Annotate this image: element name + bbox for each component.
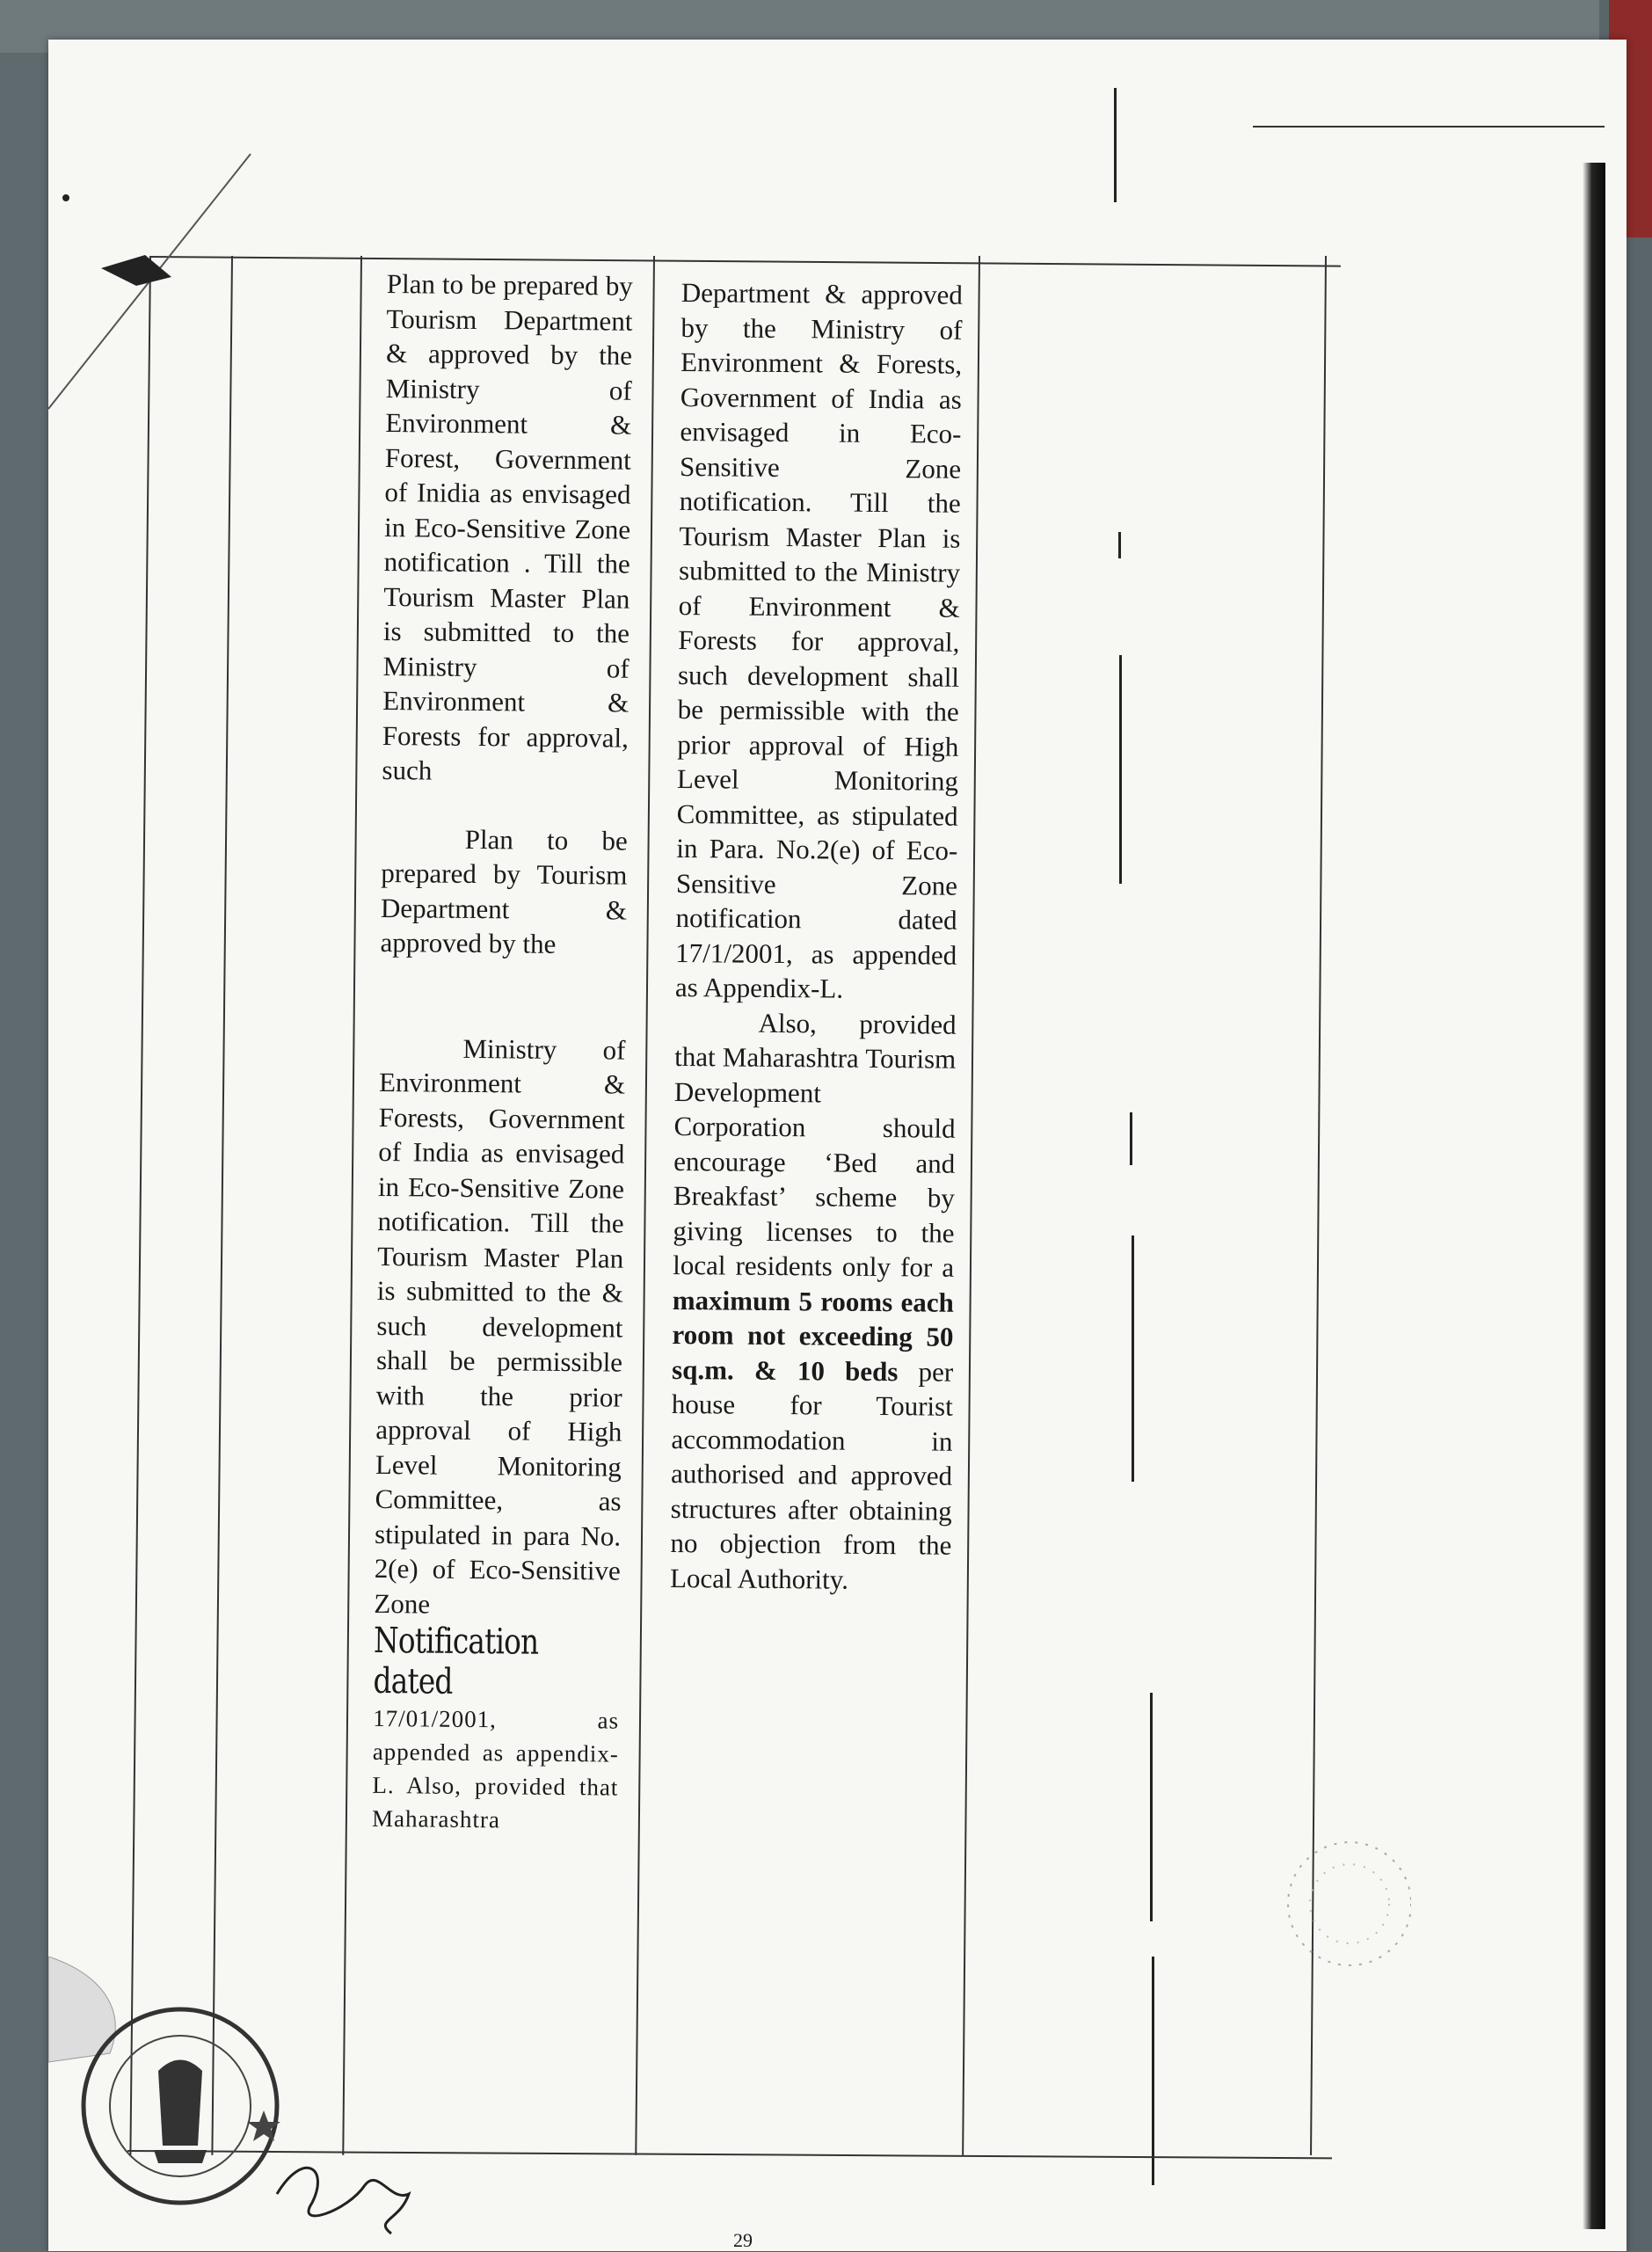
table-column-divider <box>211 256 233 2155</box>
margin-dash-mark <box>1130 1112 1132 1165</box>
document-page <box>48 40 1627 2251</box>
margin-dash-mark <box>1114 88 1117 202</box>
scanner-shadow-edge <box>1583 163 1605 2229</box>
table-column-divider <box>635 256 655 2155</box>
cell-paragraph: Department & approved by the Ministry of Environment & Forests, Government of India as envisaged in Eco-Sensitive Zone notification. Till the Tourism Master Plan is submitted to the Ministry of Environment & Forests for approval, such development shall be permissible with the prior approval of High Level Monitoring Committee, as stipulated in Para. No.2(e) of Eco-Sensitive Zone notification dated 17/1/2001, as appended as Appendix-L. <box>674 276 963 1004</box>
table-top-border <box>149 256 1341 267</box>
official-seal-icon <box>48 1957 303 2220</box>
cell-text: per house for Tourist accommodation in authorised and approved structures after obtaining no objection from the Local Authority. <box>669 1355 954 1595</box>
cell-paragraph-notification: Notification dated <box>373 1620 539 1702</box>
margin-dash-mark <box>1132 1235 1134 1482</box>
margin-dash-mark <box>1119 655 1122 884</box>
margin-dash-mark <box>1152 1957 1154 2185</box>
cell-paragraph: Plan to be prepared by Tourism Department & approved by the Ministry of Environment & Forest, Government of Inidia as envisaged in Eco-Sensitive Zone notification . Till the Tourism Master Plan is submitted to the Ministry of Environment & Forests for approval, such <box>382 267 633 786</box>
staple-mark-icon <box>48 145 277 426</box>
table-border-left <box>129 256 151 2155</box>
cell-paragraph: 17/01/2001, as appended as appendix-L. Also, provided that Maharashtra <box>371 1704 620 1833</box>
top-rule-line <box>1253 126 1605 128</box>
table-column-divider <box>342 256 362 2155</box>
cell-paragraph: Ministry of Environment & Forests, Government of India as envisaged in Eco-Sensitive Zone notification. Till the Tourism Master Plan is submitted to the & such development shall be permissible with the prior approval of High Level Monitoring Committee, as stipulated in para No. 2(e) of Eco-Sensitive Zone <box>374 1032 626 1620</box>
cell-paragraph <box>670 1004 957 1597</box>
stamp-smudge-icon <box>1262 1807 1411 2009</box>
table-cell-left-column <box>372 266 633 1838</box>
table-cell-right-column <box>670 275 963 1598</box>
page-number: 29 <box>733 2229 753 2251</box>
cell-text: Also, provided that Maharashtra Tourism Development Corporation should encourage ‘Bed and Breakfast’ scheme by giving licenses to the local residents only for a <box>673 1007 957 1283</box>
signature-icon <box>268 2132 418 2247</box>
cell-paragraph: Plan to be prepared by Tourism Department & approved by the <box>380 823 628 959</box>
margin-dash-mark <box>1118 532 1121 558</box>
margin-dash-mark <box>1150 1693 1153 1921</box>
table-column-divider <box>962 256 980 2155</box>
cell-text-bold: maximum 5 rooms each room not exceeding 50 sq.m. & 10 beds <box>671 1284 954 1387</box>
